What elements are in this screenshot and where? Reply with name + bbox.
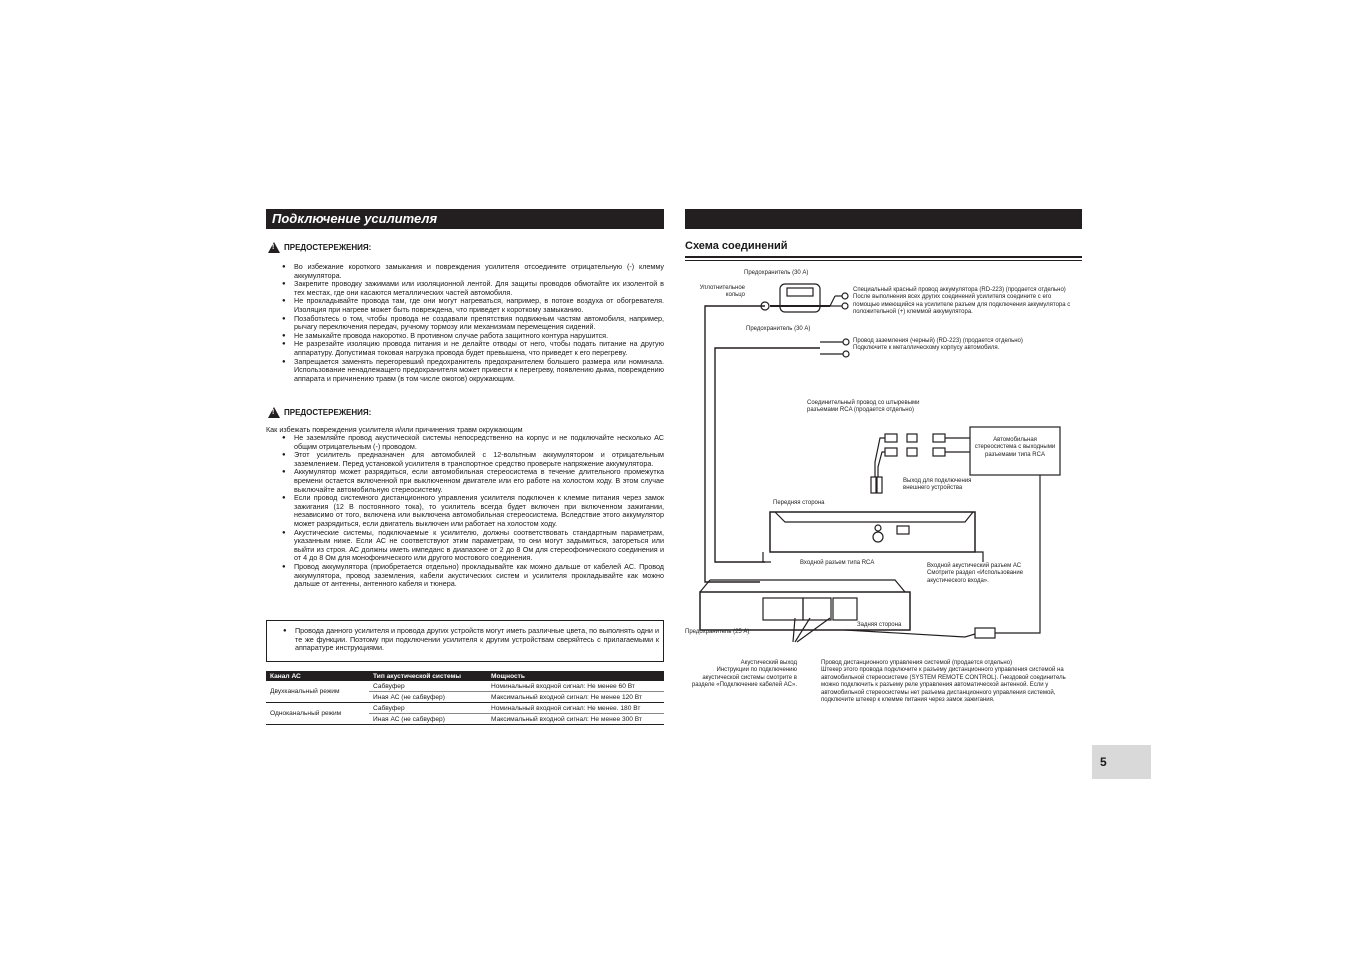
label-external-output: Выход для подключения внешнего устройства xyxy=(903,478,972,492)
table-row xyxy=(266,703,664,714)
warning-icon xyxy=(268,242,280,253)
list-item: ● Запрещается заменять перегоревший предохранитель предохранителем большего размера или номинала. Использование ненадлежащего предохранителя может привести к перегреву, появлению дыма, повреждению аппарата и причинению травм (в том числе ожогов) окружающим. xyxy=(266,358,664,384)
label-front-side: Передняя сторона xyxy=(773,500,825,506)
table-cell: Номинальный входной сигнал: Не менее 60 Вт xyxy=(487,681,664,692)
list-item: ● Провод аккумулятора (приобретается отдельно) прокладывайте как можно дальше от кабелей АС. Провод аккумулятора, провод заземления, кабели акустических систем и усилителя прокладывайте как можно дальше от антенны, антенного кабеля и тюнера. xyxy=(266,563,664,589)
list-item: ● Закрепите проводку зажимами или изоляционной лентой. Для защиты проводов обмотайте их изолентой в тех местах, где они касаются металлических частей автомобиля. xyxy=(266,280,664,297)
speaker-power-table xyxy=(266,671,664,725)
list-item: ● Аккумулятор может разрядиться, если автомобильная стереосистема в течение длительного промежутка времени остается включенной при выключенном двигателе или его работе на холостом ходу. В этом случае выключайте автомобильную стереосистему. xyxy=(266,468,664,494)
label-fuse-25a: Предохранитель (25 А) xyxy=(685,629,750,635)
divider xyxy=(685,260,1082,261)
label-rca-cable: Соединительный провод со штыревыми разъемами RCA (продается отдельно) xyxy=(807,400,920,414)
list-item: ● Не замыкайте провода накоротко. В противном случае работа защитного контура нарушится. xyxy=(266,332,664,341)
caution-list-1 xyxy=(266,263,664,383)
table-cell: Номинальный входной сигнал: Не менее. 180 Вт xyxy=(487,703,664,714)
amplifier-front xyxy=(770,512,975,552)
list-item: ● Не заземляйте провод акустической системы непосредственно на корпус и не подключайте несколько АС общим отрицательным (-) проводом. xyxy=(266,434,664,451)
table-cell: Максимальный входной сигнал: Не менее 120 Вт xyxy=(487,692,664,703)
page-number: 5 xyxy=(1092,745,1151,779)
label-fuse-30a-bottom: Предохранитель (30 А) xyxy=(746,326,811,332)
label-red-battery-wire: Специальный красный провод аккумулятора (RD-223) (продается отдельно) После выполнения всех других соединений усилителя соедините с его помощью имеющийся на усилителе разъем для подключения аккумулятора с положительной (+) клеммой аккумулятора. xyxy=(853,287,1071,316)
table-header: Тип акустической системы xyxy=(369,671,487,681)
label-seal-ring: Уплотнительное кольцо xyxy=(699,285,745,299)
label-speaker-output: Акустический выход Инструкции по подключению акустической системы смотрите в разделе «Подключение кабелей АС». xyxy=(691,660,797,689)
list-item: ● Если провод системного дистанционного управления усилителя подключен к клемме питания через замок зажигания (12 В постоянного тока), то усилитель всегда будет включен при включенном зажигании, независимо от того, включена или выключена автомобильная стереосистема. Вследствие этого аккумулятор может разрядиться, если двигатель выключен или работает на холостом ходу. xyxy=(266,494,664,528)
label-car-stereo: Автомобильная стереосистема с выходными разъемами типа RCA xyxy=(974,437,1056,458)
label-ac-input: Входной акустический разъем АС Смотрите раздел «Использование акустического входа». xyxy=(927,563,1024,584)
caution-intro: Как избежать повреждения усилителя и/или причинения травм окружающим xyxy=(266,425,523,434)
note-box xyxy=(266,620,664,662)
section-title-bar-right xyxy=(685,209,1082,229)
list-item: ● Не прокладывайте провода там, где они могут нагреваться, например, в потоке воздуха от обогревателя. Изоляция при нагреве может быть повреждена, что приведет к короткому замыканию. xyxy=(266,297,664,314)
table-cell: Сабвуфер xyxy=(369,681,487,692)
label-fuse-30a-top: Предохранитель (30 А) xyxy=(744,270,809,276)
wiring-diagram xyxy=(685,262,1085,662)
label-ground-wire: Провод заземления (черный) (RD-223) (продается отдельно) Подключите к металлическому корпусу автомобиля. xyxy=(853,338,1023,352)
list-item: ● Акустические системы, подключаемые к усилителю, должны соответствовать стандартным параметрам, указанным ниже. Если АС не соответствуют этим параметрам, то они могут задымиться, загореться или выйти из строя. АС должны иметь импеданс в диапазоне от 2 до 8 Ом для стереофонического соединения и от 4 до 8 Ом для монофонического или другого мостового соединения. xyxy=(266,529,664,563)
warning-icon xyxy=(268,407,280,418)
diagram-heading: Схема соединений xyxy=(685,240,788,252)
list-item: ● Не разрезайте изоляцию провода питания и не делайте отводы от него, чтобы подать питание на другую аппаратуру. Допустимая токовая нагрузка провода будет превышена, что приведет к его перегреву. xyxy=(266,340,664,357)
warning-heading-2: ! ПРЕДОСТЕРЕЖЕНИЯ: xyxy=(268,407,371,418)
table-row xyxy=(266,681,664,692)
list-item: ● Позаботьтесь о том, чтобы провода не создавали препятствия подвижным частям автомобиля, например, рычагу переключения передач, ручному тормозу или механизмам перемещения сидений. xyxy=(266,315,664,332)
label-remote-wire: Провод дистанционного управления системой (продается отдельно) Штекер этого провода подключите к разъему дистанционного управления системой на автомобильной стереосистеме (SYSTEM REMOTE CONTROL). Гнездовой соединитель можно подключить к разъему реле управления автоматической антенной. Если у автомобильной стереосистемы нет разъема дистанционного управления системой, подключите штекер к клемме питания через замок зажигания. xyxy=(821,660,1066,704)
note-text: ● Провода данного усилителя и провода других устройств могут иметь различные цвета, по выполнять одни и те же функции. Поэтому при подключении усилителя к другим устройствам сверяйтесь с прилагаемыми к аппаратуре инструкциями. xyxy=(267,627,659,653)
label-rca-input: Входной разъем типа RCA xyxy=(800,560,875,566)
table-cell: Двухканальный режим xyxy=(266,681,369,703)
section-title: Подключение усилителя xyxy=(266,209,664,229)
list-item: ● Во избежание короткого замыкания и повреждения усилителя отсоедините отрицательную (-) клемму аккумулятора. xyxy=(266,263,664,280)
table-header: Канал АС xyxy=(266,671,369,681)
table-cell: Одноканальный режим xyxy=(266,703,369,725)
table-cell: Максимальный входной сигнал: Не менее 300 Вт xyxy=(487,714,664,725)
table-cell: Сабвуфер xyxy=(369,703,487,714)
divider xyxy=(685,256,1082,258)
caution-list-2 xyxy=(266,434,664,589)
warning-heading-1: ! ПРЕДОСТЕРЕЖЕНИЯ: xyxy=(268,242,371,253)
label-rear-side: Задняя сторона xyxy=(857,622,902,628)
list-item: ● Этот усилитель предназначен для автомобилей с 12-вольтным аккумулятором и отрицательным заземлением. Перед установкой усилителя в транспортное средство проверьте напряжение аккумулятора. xyxy=(266,451,664,468)
table-cell: Иная АС (не сабвуфер) xyxy=(369,692,487,703)
table-cell: Иная АС (не сабвуфер) xyxy=(369,714,487,725)
table-header: Мощность xyxy=(487,671,664,681)
